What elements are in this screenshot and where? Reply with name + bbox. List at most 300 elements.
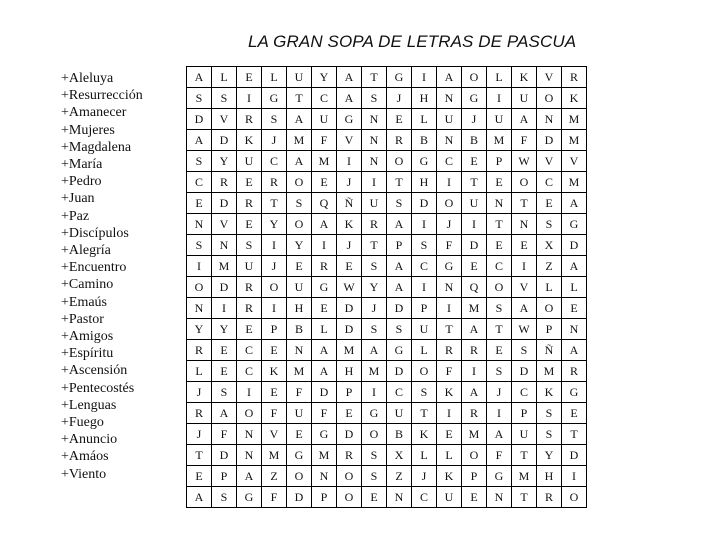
grid-cell[interactable]: I xyxy=(412,277,437,298)
grid-cell[interactable]: C xyxy=(537,172,562,193)
grid-cell[interactable]: O xyxy=(362,424,387,445)
grid-cell[interactable]: R xyxy=(562,361,587,382)
grid-cell[interactable]: V xyxy=(212,109,237,130)
grid-cell[interactable]: L xyxy=(437,445,462,466)
grid-cell[interactable]: N xyxy=(512,214,537,235)
grid-cell[interactable]: O xyxy=(262,277,287,298)
grid-cell[interactable]: Y xyxy=(537,445,562,466)
grid-cell[interactable]: N xyxy=(287,340,312,361)
grid-cell[interactable]: A xyxy=(312,361,337,382)
grid-cell[interactable]: A xyxy=(437,67,462,88)
grid-cell[interactable]: E xyxy=(237,214,262,235)
grid-cell[interactable]: N xyxy=(362,151,387,172)
grid-cell[interactable]: L xyxy=(312,319,337,340)
grid-cell[interactable]: E xyxy=(562,298,587,319)
grid-cell[interactable]: N xyxy=(437,277,462,298)
grid-cell[interactable]: G xyxy=(412,151,437,172)
grid-cell[interactable]: Z xyxy=(537,256,562,277)
grid-cell[interactable]: F xyxy=(437,235,462,256)
grid-cell[interactable]: U xyxy=(312,109,337,130)
grid-cell[interactable]: I xyxy=(487,403,512,424)
grid-cell[interactable]: S xyxy=(362,466,387,487)
grid-cell[interactable]: V xyxy=(262,424,287,445)
grid-cell[interactable]: M xyxy=(262,445,287,466)
grid-cell[interactable]: E xyxy=(537,193,562,214)
grid-cell[interactable]: N xyxy=(362,109,387,130)
grid-cell[interactable]: E xyxy=(512,235,537,256)
grid-cell[interactable]: V xyxy=(212,214,237,235)
grid-cell[interactable]: O xyxy=(237,403,262,424)
grid-cell[interactable]: T xyxy=(387,172,412,193)
grid-cell[interactable]: K xyxy=(337,214,362,235)
grid-cell[interactable]: Ñ xyxy=(337,193,362,214)
grid-cell[interactable]: E xyxy=(437,424,462,445)
grid-cell[interactable]: T xyxy=(187,445,212,466)
grid-cell[interactable]: Y xyxy=(362,277,387,298)
grid-cell[interactable]: C xyxy=(437,151,462,172)
grid-cell[interactable]: A xyxy=(187,487,212,508)
grid-cell[interactable]: E xyxy=(337,256,362,277)
grid-cell[interactable]: S xyxy=(187,88,212,109)
grid-cell[interactable]: M xyxy=(512,466,537,487)
grid-cell[interactable]: E xyxy=(337,403,362,424)
grid-cell[interactable]: Y xyxy=(212,319,237,340)
grid-cell[interactable]: J xyxy=(437,214,462,235)
grid-cell[interactable]: I xyxy=(262,298,287,319)
grid-cell[interactable]: Z xyxy=(387,466,412,487)
grid-cell[interactable]: E xyxy=(487,172,512,193)
grid-cell[interactable]: X xyxy=(537,235,562,256)
grid-cell[interactable]: E xyxy=(287,424,312,445)
grid-cell[interactable]: U xyxy=(287,67,312,88)
grid-cell[interactable]: E xyxy=(462,151,487,172)
grid-cell[interactable]: A xyxy=(312,214,337,235)
grid-cell[interactable]: T xyxy=(287,88,312,109)
grid-cell[interactable]: G xyxy=(287,445,312,466)
grid-cell[interactable]: Ñ xyxy=(537,340,562,361)
grid-cell[interactable]: D xyxy=(387,298,412,319)
grid-cell[interactable]: S xyxy=(412,382,437,403)
grid-cell[interactable]: E xyxy=(487,235,512,256)
grid-cell[interactable]: A xyxy=(212,403,237,424)
grid-cell[interactable]: I xyxy=(262,235,287,256)
grid-cell[interactable]: M xyxy=(212,256,237,277)
grid-cell[interactable]: O xyxy=(187,277,212,298)
grid-cell[interactable]: S xyxy=(537,403,562,424)
grid-cell[interactable]: A xyxy=(287,151,312,172)
grid-cell[interactable]: G xyxy=(462,88,487,109)
grid-cell[interactable]: I xyxy=(212,298,237,319)
grid-cell[interactable]: T xyxy=(362,235,387,256)
grid-cell[interactable]: Z xyxy=(262,466,287,487)
grid-cell[interactable]: C xyxy=(237,361,262,382)
grid-cell[interactable]: U xyxy=(362,193,387,214)
grid-cell[interactable]: K xyxy=(437,382,462,403)
grid-cell[interactable]: T xyxy=(262,193,287,214)
grid-cell[interactable]: G xyxy=(237,487,262,508)
grid-cell[interactable]: T xyxy=(437,319,462,340)
grid-cell[interactable]: M xyxy=(562,172,587,193)
grid-cell[interactable]: D xyxy=(537,130,562,151)
grid-cell[interactable]: D xyxy=(337,424,362,445)
grid-cell[interactable]: G xyxy=(437,256,462,277)
grid-cell[interactable]: D xyxy=(387,361,412,382)
grid-cell[interactable]: U xyxy=(437,109,462,130)
grid-cell[interactable]: I xyxy=(562,466,587,487)
grid-cell[interactable]: D xyxy=(187,109,212,130)
grid-cell[interactable]: S xyxy=(212,487,237,508)
grid-cell[interactable]: T xyxy=(412,403,437,424)
grid-cell[interactable]: D xyxy=(512,361,537,382)
grid-cell[interactable]: U xyxy=(462,193,487,214)
grid-cell[interactable]: N xyxy=(387,487,412,508)
grid-cell[interactable]: M xyxy=(312,151,337,172)
grid-cell[interactable]: S xyxy=(537,214,562,235)
grid-cell[interactable]: R xyxy=(537,487,562,508)
grid-cell[interactable]: P xyxy=(462,466,487,487)
grid-cell[interactable]: G xyxy=(387,67,412,88)
grid-cell[interactable]: O xyxy=(287,172,312,193)
grid-cell[interactable]: R xyxy=(237,109,262,130)
grid-cell[interactable]: U xyxy=(487,109,512,130)
grid-cell[interactable]: R xyxy=(437,340,462,361)
grid-cell[interactable]: I xyxy=(412,214,437,235)
grid-cell[interactable]: A xyxy=(337,88,362,109)
grid-cell[interactable]: S xyxy=(487,361,512,382)
grid-cell[interactable]: N xyxy=(487,487,512,508)
grid-cell[interactable]: A xyxy=(237,466,262,487)
grid-cell[interactable]: T xyxy=(562,424,587,445)
grid-cell[interactable]: U xyxy=(287,277,312,298)
grid-cell[interactable]: O xyxy=(337,466,362,487)
grid-cell[interactable]: S xyxy=(362,256,387,277)
grid-cell[interactable]: I xyxy=(512,256,537,277)
grid-cell[interactable]: E xyxy=(212,361,237,382)
grid-cell[interactable]: J xyxy=(337,172,362,193)
grid-cell[interactable]: B xyxy=(412,130,437,151)
grid-cell[interactable]: V xyxy=(512,277,537,298)
grid-cell[interactable]: K xyxy=(537,382,562,403)
grid-cell[interactable]: E xyxy=(212,340,237,361)
grid-cell[interactable]: K xyxy=(237,130,262,151)
grid-cell[interactable]: P xyxy=(387,235,412,256)
grid-cell[interactable]: C xyxy=(512,382,537,403)
grid-cell[interactable]: G xyxy=(262,88,287,109)
grid-cell[interactable]: F xyxy=(212,424,237,445)
grid-cell[interactable]: S xyxy=(487,298,512,319)
grid-cell[interactable]: O xyxy=(287,214,312,235)
grid-cell[interactable]: D xyxy=(312,382,337,403)
grid-cell[interactable]: D xyxy=(287,487,312,508)
grid-cell[interactable]: F xyxy=(512,130,537,151)
grid-cell[interactable]: I xyxy=(487,88,512,109)
grid-cell[interactable]: W xyxy=(337,277,362,298)
grid-cell[interactable]: J xyxy=(262,130,287,151)
grid-cell[interactable]: E xyxy=(462,487,487,508)
grid-cell[interactable]: L xyxy=(412,340,437,361)
grid-cell[interactable]: F xyxy=(437,361,462,382)
grid-cell[interactable]: I xyxy=(362,382,387,403)
grid-cell[interactable]: S xyxy=(187,151,212,172)
grid-cell[interactable]: A xyxy=(562,340,587,361)
grid-cell[interactable]: F xyxy=(312,403,337,424)
grid-cell[interactable]: G xyxy=(562,382,587,403)
grid-cell[interactable]: E xyxy=(262,382,287,403)
grid-cell[interactable]: O xyxy=(462,445,487,466)
grid-cell[interactable]: S xyxy=(512,340,537,361)
grid-cell[interactable]: A xyxy=(462,319,487,340)
grid-cell[interactable]: E xyxy=(487,340,512,361)
grid-cell[interactable]: A xyxy=(512,109,537,130)
grid-cell[interactable]: L xyxy=(487,67,512,88)
grid-cell[interactable]: U xyxy=(237,256,262,277)
grid-cell[interactable]: G xyxy=(487,466,512,487)
grid-cell[interactable]: O xyxy=(437,193,462,214)
grid-cell[interactable]: N xyxy=(187,214,212,235)
grid-cell[interactable]: P xyxy=(487,151,512,172)
grid-cell[interactable]: J xyxy=(337,235,362,256)
grid-cell[interactable]: F xyxy=(487,445,512,466)
grid-cell[interactable]: C xyxy=(387,382,412,403)
grid-cell[interactable]: Y xyxy=(312,67,337,88)
grid-cell[interactable]: A xyxy=(387,256,412,277)
grid-cell[interactable]: L xyxy=(537,277,562,298)
grid-cell[interactable]: F xyxy=(287,382,312,403)
grid-cell[interactable]: N xyxy=(362,130,387,151)
grid-cell[interactable]: V xyxy=(337,130,362,151)
grid-cell[interactable]: A xyxy=(187,67,212,88)
grid-cell[interactable]: M xyxy=(487,130,512,151)
grid-cell[interactable]: U xyxy=(437,487,462,508)
grid-cell[interactable]: A xyxy=(512,298,537,319)
grid-cell[interactable]: D xyxy=(562,445,587,466)
grid-cell[interactable]: E xyxy=(562,403,587,424)
grid-cell[interactable]: S xyxy=(387,319,412,340)
grid-cell[interactable]: D xyxy=(562,235,587,256)
grid-cell[interactable]: U xyxy=(412,319,437,340)
grid-cell[interactable]: G xyxy=(387,340,412,361)
grid-cell[interactable]: C xyxy=(412,256,437,277)
grid-cell[interactable]: R xyxy=(462,340,487,361)
grid-cell[interactable]: T xyxy=(462,172,487,193)
grid-cell[interactable]: A xyxy=(312,340,337,361)
grid-cell[interactable]: H xyxy=(412,172,437,193)
grid-cell[interactable]: C xyxy=(237,340,262,361)
grid-cell[interactable]: I xyxy=(362,172,387,193)
grid-cell[interactable]: S xyxy=(362,319,387,340)
grid-cell[interactable]: W xyxy=(512,151,537,172)
grid-cell[interactable]: N xyxy=(437,88,462,109)
grid-cell[interactable]: E xyxy=(312,298,337,319)
grid-cell[interactable]: E xyxy=(462,256,487,277)
grid-cell[interactable]: I xyxy=(437,298,462,319)
grid-cell[interactable]: M xyxy=(537,361,562,382)
grid-cell[interactable]: S xyxy=(212,88,237,109)
grid-cell[interactable]: S xyxy=(362,88,387,109)
grid-cell[interactable]: Y xyxy=(212,151,237,172)
grid-cell[interactable]: J xyxy=(187,382,212,403)
grid-cell[interactable]: I xyxy=(187,256,212,277)
grid-cell[interactable]: E xyxy=(187,193,212,214)
grid-cell[interactable]: O xyxy=(387,151,412,172)
grid-cell[interactable]: K xyxy=(437,466,462,487)
grid-cell[interactable]: M xyxy=(312,445,337,466)
grid-cell[interactable]: R xyxy=(262,172,287,193)
grid-cell[interactable]: T xyxy=(512,193,537,214)
grid-cell[interactable]: U xyxy=(387,403,412,424)
grid-cell[interactable]: I xyxy=(337,151,362,172)
grid-cell[interactable]: N xyxy=(187,298,212,319)
grid-cell[interactable]: N xyxy=(537,109,562,130)
grid-cell[interactable]: G xyxy=(312,277,337,298)
grid-cell[interactable]: R xyxy=(312,256,337,277)
grid-cell[interactable]: J xyxy=(462,109,487,130)
grid-cell[interactable]: B xyxy=(387,424,412,445)
grid-cell[interactable]: J xyxy=(387,88,412,109)
grid-cell[interactable]: N xyxy=(237,445,262,466)
grid-cell[interactable]: N xyxy=(312,466,337,487)
grid-cell[interactable]: U xyxy=(237,151,262,172)
grid-cell[interactable]: M xyxy=(562,130,587,151)
grid-cell[interactable]: T xyxy=(512,487,537,508)
grid-cell[interactable]: S xyxy=(537,424,562,445)
grid-cell[interactable]: R xyxy=(187,403,212,424)
grid-cell[interactable]: U xyxy=(287,403,312,424)
grid-cell[interactable]: M xyxy=(562,109,587,130)
grid-cell[interactable]: S xyxy=(287,193,312,214)
grid-cell[interactable]: C xyxy=(487,256,512,277)
grid-cell[interactable]: L xyxy=(412,445,437,466)
grid-cell[interactable]: I xyxy=(237,382,262,403)
grid-cell[interactable]: L xyxy=(262,67,287,88)
grid-cell[interactable]: J xyxy=(362,298,387,319)
grid-cell[interactable]: S xyxy=(362,445,387,466)
grid-cell[interactable]: P xyxy=(337,382,362,403)
grid-cell[interactable]: O xyxy=(537,298,562,319)
grid-cell[interactable]: O xyxy=(412,361,437,382)
grid-cell[interactable]: Q xyxy=(312,193,337,214)
grid-cell[interactable]: I xyxy=(437,172,462,193)
grid-cell[interactable]: V xyxy=(562,151,587,172)
grid-cell[interactable]: X xyxy=(387,445,412,466)
grid-cell[interactable]: N xyxy=(212,235,237,256)
grid-cell[interactable]: S xyxy=(212,382,237,403)
grid-cell[interactable]: N xyxy=(562,319,587,340)
grid-cell[interactable]: I xyxy=(462,361,487,382)
grid-cell[interactable]: F xyxy=(262,487,287,508)
grid-cell[interactable]: E xyxy=(187,466,212,487)
grid-cell[interactable]: S xyxy=(387,193,412,214)
grid-cell[interactable]: D xyxy=(412,193,437,214)
grid-cell[interactable]: L xyxy=(187,361,212,382)
grid-cell[interactable]: R xyxy=(337,445,362,466)
grid-cell[interactable]: O xyxy=(462,67,487,88)
grid-cell[interactable]: F xyxy=(262,403,287,424)
grid-cell[interactable]: H xyxy=(537,466,562,487)
grid-cell[interactable]: S xyxy=(262,109,287,130)
grid-cell[interactable]: B xyxy=(287,319,312,340)
grid-cell[interactable]: D xyxy=(337,298,362,319)
grid-cell[interactable]: K xyxy=(412,424,437,445)
grid-cell[interactable]: Y xyxy=(262,214,287,235)
grid-cell[interactable]: Q xyxy=(462,277,487,298)
grid-cell[interactable]: A xyxy=(387,277,412,298)
grid-cell[interactable]: I xyxy=(437,403,462,424)
grid-cell[interactable]: E xyxy=(387,109,412,130)
grid-cell[interactable]: F xyxy=(312,130,337,151)
grid-cell[interactable]: P xyxy=(412,298,437,319)
grid-cell[interactable]: R xyxy=(187,340,212,361)
grid-cell[interactable]: H xyxy=(287,298,312,319)
grid-cell[interactable]: P xyxy=(262,319,287,340)
grid-cell[interactable]: A xyxy=(287,109,312,130)
grid-cell[interactable]: G xyxy=(362,403,387,424)
grid-cell[interactable]: P xyxy=(537,319,562,340)
grid-cell[interactable]: R xyxy=(237,277,262,298)
grid-cell[interactable]: P xyxy=(312,487,337,508)
grid-cell[interactable]: R xyxy=(237,298,262,319)
grid-cell[interactable]: O xyxy=(487,277,512,298)
grid-cell[interactable]: H xyxy=(337,361,362,382)
grid-cell[interactable]: Y xyxy=(287,235,312,256)
grid-cell[interactable]: E xyxy=(237,172,262,193)
grid-cell[interactable]: M xyxy=(462,424,487,445)
grid-cell[interactable]: A xyxy=(487,424,512,445)
grid-cell[interactable]: G xyxy=(337,109,362,130)
grid-cell[interactable]: M xyxy=(337,340,362,361)
grid-cell[interactable]: R xyxy=(212,172,237,193)
grid-cell[interactable]: M xyxy=(462,298,487,319)
grid-cell[interactable]: E xyxy=(362,487,387,508)
grid-cell[interactable]: A xyxy=(362,340,387,361)
grid-cell[interactable]: G xyxy=(312,424,337,445)
grid-cell[interactable]: A xyxy=(562,256,587,277)
grid-cell[interactable]: T xyxy=(362,67,387,88)
grid-cell[interactable]: U xyxy=(512,88,537,109)
grid-cell[interactable]: S xyxy=(237,235,262,256)
grid-cell[interactable]: M xyxy=(287,130,312,151)
grid-cell[interactable]: N xyxy=(487,193,512,214)
grid-cell[interactable]: R xyxy=(362,214,387,235)
grid-cell[interactable]: N xyxy=(237,424,262,445)
grid-cell[interactable]: S xyxy=(187,235,212,256)
grid-cell[interactable]: I xyxy=(237,88,262,109)
grid-cell[interactable]: I xyxy=(312,235,337,256)
grid-cell[interactable]: D xyxy=(212,277,237,298)
grid-cell[interactable]: E xyxy=(237,67,262,88)
grid-cell[interactable]: J xyxy=(262,256,287,277)
grid-cell[interactable]: T xyxy=(487,319,512,340)
grid-cell[interactable]: K xyxy=(562,88,587,109)
grid-cell[interactable]: O xyxy=(562,487,587,508)
grid-cell[interactable]: R xyxy=(562,67,587,88)
grid-cell[interactable]: O xyxy=(512,172,537,193)
grid-cell[interactable]: D xyxy=(337,319,362,340)
grid-cell[interactable]: D xyxy=(212,445,237,466)
grid-cell[interactable]: O xyxy=(537,88,562,109)
grid-cell[interactable]: K xyxy=(262,361,287,382)
grid-cell[interactable]: D xyxy=(212,193,237,214)
grid-cell[interactable]: G xyxy=(562,214,587,235)
grid-cell[interactable]: A xyxy=(462,382,487,403)
grid-cell[interactable]: L xyxy=(412,109,437,130)
grid-cell[interactable]: V xyxy=(537,151,562,172)
grid-cell[interactable]: C xyxy=(187,172,212,193)
grid-cell[interactable]: R xyxy=(237,193,262,214)
grid-cell[interactable]: R xyxy=(387,130,412,151)
grid-cell[interactable]: J xyxy=(187,424,212,445)
grid-cell[interactable]: M xyxy=(362,361,387,382)
